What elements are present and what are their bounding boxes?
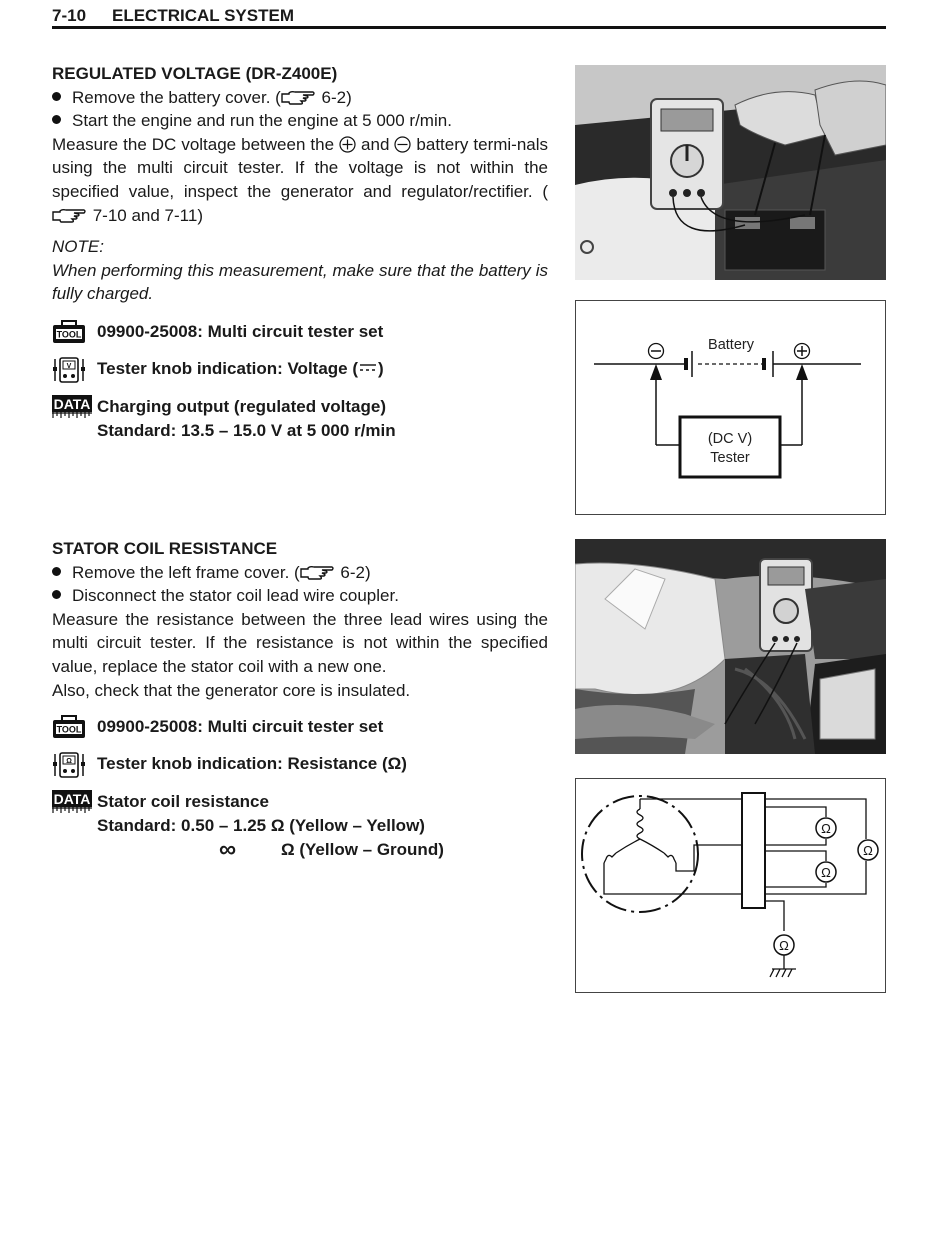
data-icon [52, 790, 92, 814]
cross-reference: 6-2) [316, 87, 352, 107]
tester-label-line1: (DC V) [707, 431, 753, 447]
battery-label: Battery [708, 337, 754, 353]
pointing-hand-icon [52, 208, 88, 224]
svg-text:V: V [66, 363, 72, 370]
battery-voltage-diagram [575, 300, 886, 515]
section-heading: REGULATED VOLTAGE (DR-Z400E) [52, 64, 338, 83]
data-title: Stator coil resistance [97, 792, 269, 811]
tool-part-number: 09900-25008: Multi circuit tester set [97, 717, 384, 736]
svg-text:Ω: Ω [821, 865, 831, 880]
circled-plus-icon [339, 136, 356, 153]
list-item-text: Remove the battery cover. ( [72, 87, 281, 107]
note-text: When performing this measurement, make sure that the battery is fully charged. [52, 260, 548, 304]
list-item [52, 561, 548, 585]
page-header [52, 4, 886, 29]
regulated-voltage-section [52, 62, 548, 306]
section-heading: STATOR COIL RESISTANCE [52, 539, 278, 558]
instruction-paragraph: Measure the DC voltage between the and battery termi-nals using the multi circuit tester. If the voltage is not within the specified value, inspect the generator and regulator/rectifier. ( 7-10 and 7-11) [52, 134, 549, 225]
bullet-icon [52, 567, 61, 576]
bullet-icon [52, 590, 61, 599]
tool-box-icon [52, 715, 86, 739]
svg-text:Ω: Ω [863, 843, 873, 858]
bullet-icon [52, 92, 61, 101]
list-item-text: Disconnect the stator coil lead wire coupler. [72, 586, 399, 606]
data-spec [52, 790, 552, 864]
instruction-paragraph: Measure the resistance between the three lead wires using the multi circuit tester. If the resistance is not within the specified value, replace the stator coil with a new one. [52, 609, 548, 676]
data-spec [52, 395, 552, 445]
svg-text:TOOL: TOOL [56, 329, 82, 340]
data-icon [52, 395, 92, 419]
svg-text:DATA: DATA [53, 791, 91, 807]
svg-text:DATA: DATA [53, 396, 91, 412]
instruction-paragraph-2: Also, check that the generator core is insulated. [52, 680, 411, 700]
infinity-symbol: ∞ [219, 836, 237, 863]
stator-coil-resistance-diagram [575, 778, 886, 993]
list-item-text: Remove the left frame cover. ( [72, 562, 300, 582]
tool-box-icon [52, 320, 86, 344]
data-standard-ground: Ω (Yellow – Ground) [281, 840, 444, 859]
list-item [52, 109, 548, 133]
section-title: ELECTRICAL SYSTEM [112, 6, 294, 25]
bullet-icon [52, 115, 61, 124]
data-title: Charging output (regulated voltage) [97, 397, 386, 416]
stator-coil-section [52, 537, 548, 702]
tool-part-number: 09900-25008: Multi circuit tester set [97, 322, 384, 341]
circled-minus-icon [394, 136, 411, 153]
note-label: NOTE: [52, 237, 104, 257]
svg-text:Ω: Ω [779, 938, 789, 953]
tool-spec [52, 715, 552, 741]
list-item-text: Start the engine and run the engine at 5 000 r/min. [72, 111, 452, 131]
svg-text:TOOL: TOOL [56, 724, 82, 735]
tester-knob-spec [52, 752, 552, 778]
svg-text:Ω: Ω [66, 758, 72, 765]
pointing-hand-icon [300, 565, 336, 581]
pointing-hand-icon [281, 90, 317, 106]
list-item [52, 584, 548, 608]
list-item [52, 86, 548, 110]
dc-symbol-icon [358, 361, 378, 373]
tester-knob-text: Tester knob indication: Resistance (Ω) [97, 754, 407, 773]
multimeter-icon [52, 752, 86, 778]
multimeter-icon [52, 357, 86, 383]
svg-text:Ω: Ω [821, 821, 831, 836]
data-standard: Standard: 13.5 – 15.0 V at 5 000 r/min [97, 421, 396, 440]
tool-spec [52, 320, 552, 346]
data-standard: Standard: 0.50 – 1.25 Ω (Yellow – Yellow) [97, 816, 425, 835]
tester-knob-text: Tester knob indication: Voltage ( ) [97, 359, 384, 378]
tester-label-line2: Tester [710, 450, 750, 466]
tester-knob-spec [52, 357, 552, 383]
page-number: 7-10 [52, 6, 87, 25]
stator-measurement-photo [575, 539, 886, 754]
battery-measurement-photo [575, 65, 886, 280]
cross-reference: 6-2) [335, 562, 371, 582]
